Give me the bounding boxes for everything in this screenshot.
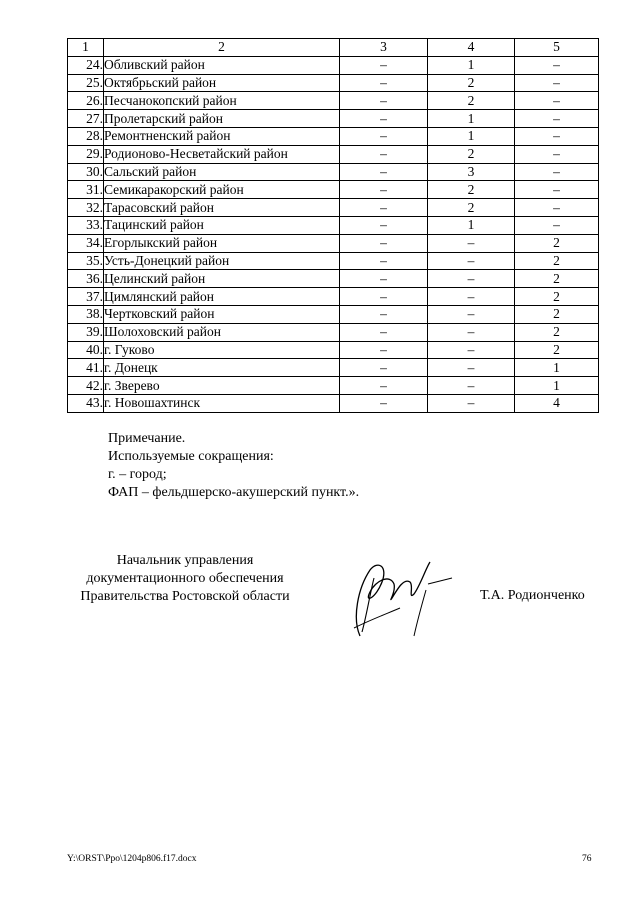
district-name: г. Зверево xyxy=(104,377,340,395)
table-row xyxy=(68,163,599,181)
header-col-1: 1 xyxy=(68,39,104,57)
col-5-value: – xyxy=(515,110,599,128)
col-5-value: 2 xyxy=(515,252,599,270)
col-3-value: – xyxy=(340,74,428,92)
table-row xyxy=(68,56,599,74)
header-col-4: 4 xyxy=(428,39,515,57)
row-number: 41. xyxy=(68,359,104,377)
table-row xyxy=(68,288,599,306)
col-4-value: 2 xyxy=(428,74,515,92)
row-number: 25. xyxy=(68,74,104,92)
col-3-value: – xyxy=(340,199,428,217)
note-intro: Используемые сокращения: xyxy=(108,449,274,464)
district-name: Шолоховский район xyxy=(104,323,340,341)
col-3-value: – xyxy=(340,127,428,145)
signer-position-line-3: Правительства Ростовской области xyxy=(80,589,290,604)
col-4-value: 1 xyxy=(428,110,515,128)
col-5-value: 2 xyxy=(515,234,599,252)
col-4-value: 2 xyxy=(428,145,515,163)
row-number: 32. xyxy=(68,199,104,217)
col-5-value: – xyxy=(515,216,599,234)
row-number: 34. xyxy=(68,234,104,252)
table-row xyxy=(68,110,599,128)
district-name: Сальский район xyxy=(104,163,340,181)
signer-position-line-1: Начальник управления xyxy=(116,553,254,568)
district-name: Тацинский район xyxy=(104,216,340,234)
row-number: 38. xyxy=(68,305,104,323)
row-number: 31. xyxy=(68,181,104,199)
col-4-value: – xyxy=(428,323,515,341)
header-col-3: 3 xyxy=(340,39,428,57)
col-5-value: 2 xyxy=(515,323,599,341)
col-4-value: – xyxy=(428,359,515,377)
district-name: Обливский район xyxy=(104,56,340,74)
district-name: Тарасовский район xyxy=(104,199,340,217)
district-name: Егорлыкский район xyxy=(104,234,340,252)
row-number: 42. xyxy=(68,377,104,395)
col-5-value: – xyxy=(515,127,599,145)
col-3-value: – xyxy=(340,323,428,341)
row-number: 40. xyxy=(68,341,104,359)
col-3-value: – xyxy=(340,394,428,412)
col-4-value: 2 xyxy=(428,92,515,110)
district-name: Октябрьский район xyxy=(104,74,340,92)
signer-position xyxy=(60,552,310,606)
col-3-value: – xyxy=(340,252,428,270)
district-name: г. Гуково xyxy=(104,341,340,359)
handwritten-signature xyxy=(330,548,460,648)
signer-position-line-2: документационного обеспечения xyxy=(86,571,284,586)
col-4-value: – xyxy=(428,252,515,270)
row-number: 24. xyxy=(68,56,104,74)
row-number: 30. xyxy=(68,163,104,181)
col-4-value: 1 xyxy=(428,216,515,234)
col-3-value: – xyxy=(340,216,428,234)
signer-name: Т.А. Родионченко xyxy=(480,588,585,603)
header-col-5: 5 xyxy=(515,39,599,57)
row-number: 35. xyxy=(68,252,104,270)
col-4-value: – xyxy=(428,394,515,412)
row-number: 36. xyxy=(68,270,104,288)
districts-table-body xyxy=(68,39,599,413)
table-row xyxy=(68,234,599,252)
col-4-value: 2 xyxy=(428,181,515,199)
row-number: 29. xyxy=(68,145,104,163)
table-row xyxy=(68,394,599,412)
header-col-2: 2 xyxy=(104,39,340,57)
table-row xyxy=(68,252,599,270)
col-3-value: – xyxy=(340,92,428,110)
table-row xyxy=(68,216,599,234)
table-row xyxy=(68,377,599,395)
row-number: 33. xyxy=(68,216,104,234)
col-3-value: – xyxy=(340,377,428,395)
col-5-value: 4 xyxy=(515,394,599,412)
row-number: 39. xyxy=(68,323,104,341)
col-3-value: – xyxy=(340,305,428,323)
district-name: Ремонтненский район xyxy=(104,127,340,145)
row-number: 27. xyxy=(68,110,104,128)
table-row xyxy=(68,359,599,377)
col-3-value: – xyxy=(340,288,428,306)
table-row xyxy=(68,145,599,163)
col-3-value: – xyxy=(340,145,428,163)
col-3-value: – xyxy=(340,270,428,288)
district-name: Целинский район xyxy=(104,270,340,288)
table-row xyxy=(68,323,599,341)
col-4-value: – xyxy=(428,377,515,395)
note-line-fap: ФАП – фельдшерско-акушерский пункт.». xyxy=(108,485,360,500)
col-4-value: – xyxy=(428,270,515,288)
page-number: 76 xyxy=(582,854,592,864)
col-3-value: – xyxy=(340,341,428,359)
col-5-value: 2 xyxy=(515,305,599,323)
district-name: г. Новошахтинск xyxy=(104,394,340,412)
col-5-value: – xyxy=(515,92,599,110)
col-5-value: – xyxy=(515,199,599,217)
table-header-row xyxy=(68,39,599,57)
col-5-value: 2 xyxy=(515,270,599,288)
col-4-value: 2 xyxy=(428,199,515,217)
table-row xyxy=(68,270,599,288)
note-title: Примечание. xyxy=(108,431,186,446)
col-4-value: – xyxy=(428,288,515,306)
district-name: Цимлянский район xyxy=(104,288,340,306)
col-3-value: – xyxy=(340,359,428,377)
col-5-value: 2 xyxy=(515,288,599,306)
col-3-value: – xyxy=(340,234,428,252)
footer-file-path: Y:\ORST\Ppo\1204p806.f17.docx xyxy=(67,854,197,864)
district-name: Усть-Донецкий район xyxy=(104,252,340,270)
col-5-value: – xyxy=(515,163,599,181)
district-name: Семикаракорский район xyxy=(104,181,340,199)
col-4-value: 1 xyxy=(428,56,515,74)
row-number: 28. xyxy=(68,127,104,145)
col-4-value: 3 xyxy=(428,163,515,181)
col-3-value: – xyxy=(340,110,428,128)
col-4-value: – xyxy=(428,234,515,252)
table-row xyxy=(68,181,599,199)
table-row xyxy=(68,305,599,323)
col-4-value: – xyxy=(428,305,515,323)
district-name: Пролетарский район xyxy=(104,110,340,128)
col-4-value: – xyxy=(428,341,515,359)
table-row xyxy=(68,127,599,145)
row-number: 26. xyxy=(68,92,104,110)
col-4-value: 1 xyxy=(428,127,515,145)
col-5-value: – xyxy=(515,145,599,163)
note-line-city: г. – город; xyxy=(108,467,167,482)
table-row xyxy=(68,74,599,92)
districts-table xyxy=(67,38,599,413)
district-name: Чертковский район xyxy=(104,305,340,323)
district-name: Песчанокопский район xyxy=(104,92,340,110)
note-block xyxy=(108,430,359,502)
col-3-value: – xyxy=(340,181,428,199)
table-row xyxy=(68,92,599,110)
table-row xyxy=(68,199,599,217)
district-name: Родионово-Несветайский район xyxy=(104,145,340,163)
col-3-value: – xyxy=(340,56,428,74)
row-number: 43. xyxy=(68,394,104,412)
table-row xyxy=(68,341,599,359)
col-5-value: – xyxy=(515,74,599,92)
district-name: г. Донецк xyxy=(104,359,340,377)
row-number: 37. xyxy=(68,288,104,306)
col-5-value: 1 xyxy=(515,359,599,377)
col-3-value: – xyxy=(340,163,428,181)
col-5-value: 1 xyxy=(515,377,599,395)
col-5-value: – xyxy=(515,56,599,74)
col-5-value: 2 xyxy=(515,341,599,359)
col-5-value: – xyxy=(515,181,599,199)
